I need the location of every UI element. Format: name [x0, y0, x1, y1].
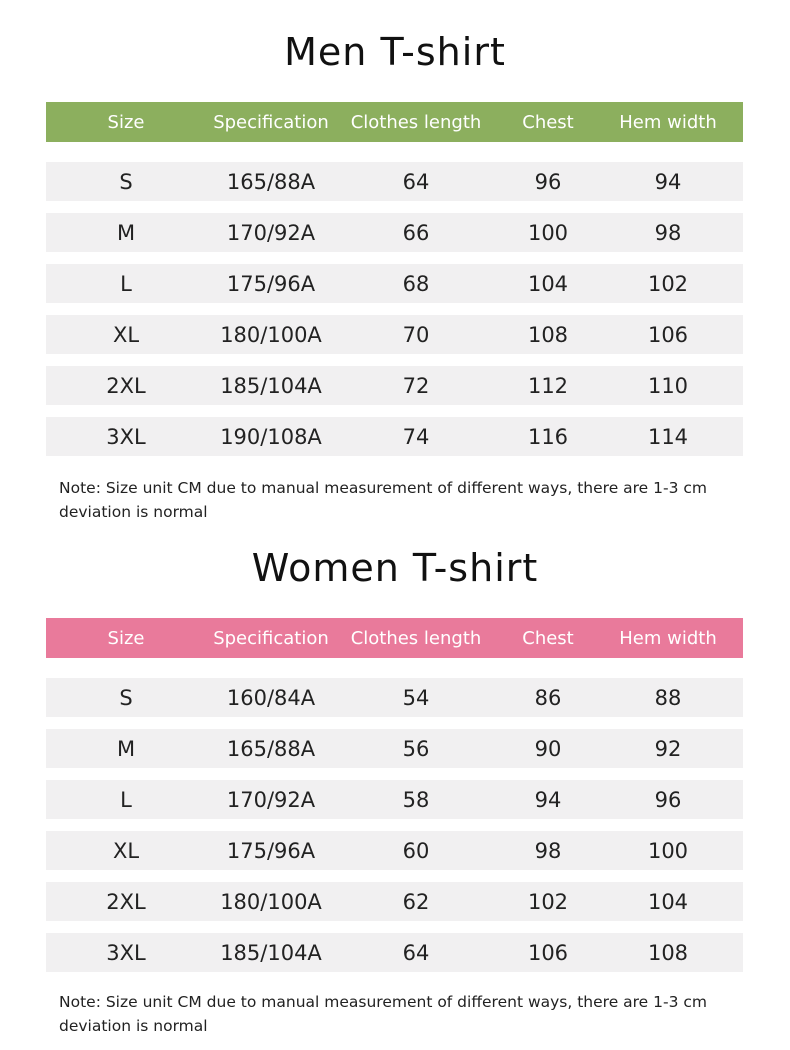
women-table-row	[46, 729, 743, 768]
chest-cell: 98	[534, 838, 562, 863]
men-header-size: Size	[107, 111, 145, 133]
men-table-row	[46, 213, 743, 252]
clothes-length-cell: 72	[402, 373, 430, 398]
specification-cell: 165/88A	[226, 736, 316, 761]
specification-cell: 170/92A	[226, 220, 316, 245]
clothes-length-cell: 56	[402, 736, 430, 761]
chest-cell: 102	[527, 889, 569, 914]
clothes-length-cell: 68	[402, 271, 430, 296]
clothes-length-cell: 70	[402, 322, 430, 347]
men-table-row	[46, 162, 743, 201]
women-size-note: Note: Size unit CM due to manual measurement of different ways, there are 1-3 cm deviation is normal	[59, 993, 708, 1035]
men-header-chest: Chest	[522, 111, 574, 133]
specification-cell: 185/104A	[220, 940, 322, 965]
chest-cell: 112	[527, 373, 569, 398]
clothes-length-cell: 74	[402, 424, 430, 449]
hem-width-cell: 106	[647, 322, 689, 347]
specification-cell: 180/100A	[220, 889, 322, 914]
hem-width-cell: 98	[654, 220, 682, 245]
specification-cell: 160/84A	[226, 685, 316, 710]
size-cell: 3XL	[106, 424, 146, 449]
men-size-note: Note: Size unit CM due to manual measurement of different ways, there are 1-3 cm deviation is normal	[59, 479, 708, 521]
size-cell: S	[119, 169, 133, 194]
specification-cell: 165/88A	[226, 169, 316, 194]
chest-cell: 106	[527, 940, 569, 965]
hem-width-cell: 104	[647, 889, 689, 914]
men-header-specification: Specification	[213, 111, 329, 133]
men-table-row	[46, 417, 743, 456]
size-cell: 3XL	[106, 940, 146, 965]
women-header-size: Size	[107, 627, 145, 649]
size-cell: M	[116, 736, 136, 761]
size-cell: XL	[112, 838, 140, 863]
men-table-row	[46, 264, 743, 303]
women-table-row	[46, 678, 743, 717]
size-cell: XL	[112, 322, 140, 347]
hem-width-cell: 100	[647, 838, 689, 863]
men-table-header	[46, 102, 743, 142]
size-cell: 2XL	[106, 889, 146, 914]
specification-cell: 185/104A	[220, 373, 322, 398]
women-header-chest: Chest	[522, 627, 574, 649]
women-table-row	[46, 933, 743, 972]
women-table-header	[46, 618, 743, 658]
chest-cell: 100	[527, 220, 569, 245]
size-cell: L	[120, 271, 132, 296]
hem-width-cell: 96	[654, 787, 682, 812]
specification-cell: 175/96A	[226, 271, 316, 296]
chest-cell: 104	[527, 271, 569, 296]
size-cell: S	[119, 685, 133, 710]
chest-cell: 86	[534, 685, 562, 710]
hem-width-cell: 110	[647, 373, 689, 398]
hem-width-cell: 88	[654, 685, 682, 710]
clothes-length-cell: 60	[402, 838, 430, 863]
hem-width-cell: 102	[647, 271, 689, 296]
specification-cell: 180/100A	[220, 322, 322, 347]
size-cell: 2XL	[106, 373, 146, 398]
chest-cell: 108	[527, 322, 569, 347]
women-table-row	[46, 882, 743, 921]
women-header-hem-width: Hem width	[619, 627, 717, 649]
size-cell: M	[116, 220, 136, 245]
clothes-length-cell: 54	[402, 685, 430, 710]
women-table-row	[46, 780, 743, 819]
size-cell: L	[120, 787, 132, 812]
clothes-length-cell: 62	[402, 889, 430, 914]
clothes-length-cell: 58	[402, 787, 430, 812]
men-table-row	[46, 366, 743, 405]
specification-cell: 170/92A	[226, 787, 316, 812]
hem-width-cell: 108	[647, 940, 689, 965]
chest-cell: 96	[534, 169, 562, 194]
men-header-clothes-length: Clothes length	[350, 111, 482, 133]
hem-width-cell: 94	[654, 169, 682, 194]
specification-cell: 175/96A	[226, 838, 316, 863]
men-table-title: Men T-shirt	[284, 30, 506, 74]
chest-cell: 94	[534, 787, 562, 812]
clothes-length-cell: 64	[402, 169, 430, 194]
hem-width-cell: 114	[647, 424, 689, 449]
women-header-specification: Specification	[213, 627, 329, 649]
hem-width-cell: 92	[654, 736, 682, 761]
specification-cell: 190/108A	[220, 424, 322, 449]
men-header-hem-width: Hem width	[619, 111, 717, 133]
women-table-row	[46, 831, 743, 870]
chest-cell: 90	[534, 736, 562, 761]
chest-cell: 116	[527, 424, 569, 449]
women-table-title: Women T-shirt	[251, 546, 539, 590]
women-header-clothes-length: Clothes length	[350, 627, 482, 649]
clothes-length-cell: 66	[402, 220, 430, 245]
men-table-row	[46, 315, 743, 354]
clothes-length-cell: 64	[402, 940, 430, 965]
